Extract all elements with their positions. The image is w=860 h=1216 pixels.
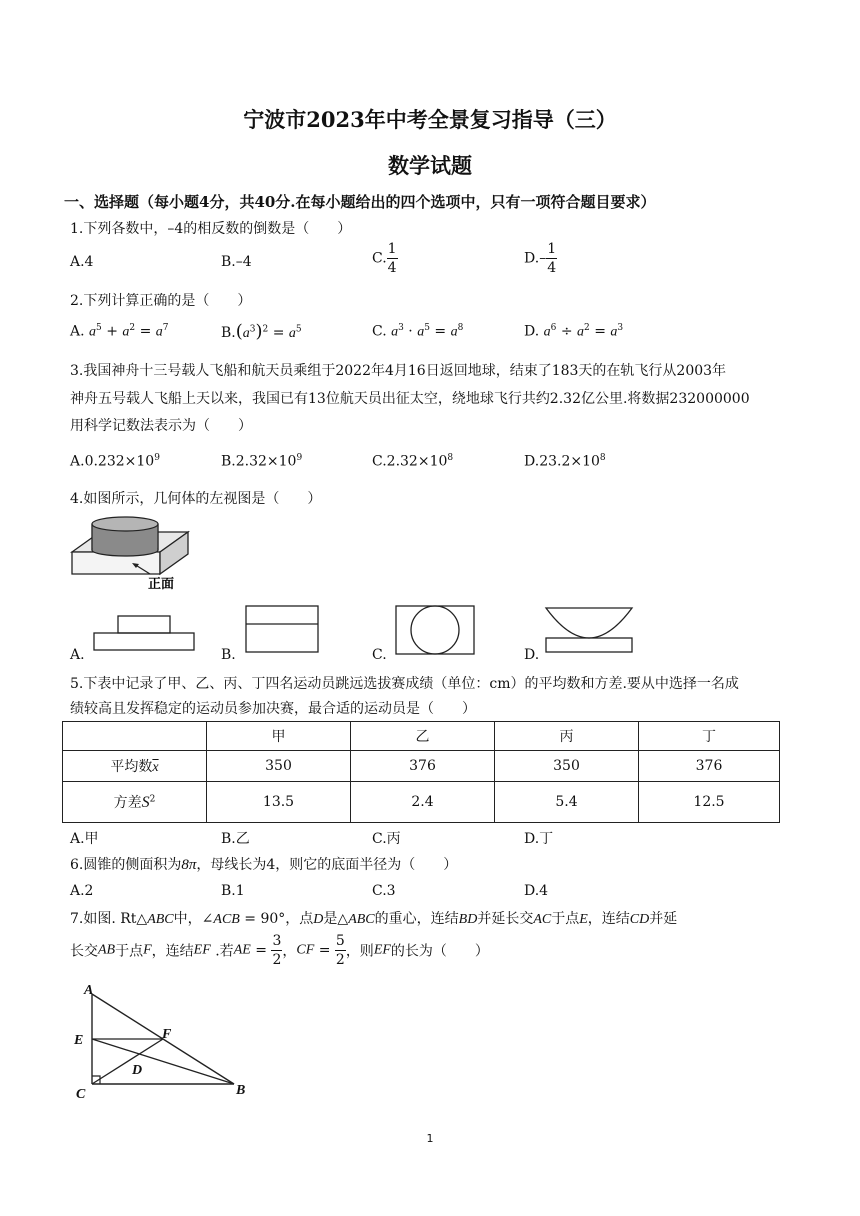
q1-option-c: C. $\frac{1}{4}$ <box>372 241 397 276</box>
q6-option-c: C.3 <box>372 883 396 899</box>
question-3-line-1: 3.我国神舟十三号载人飞船和航天员乘组于2022年4月16日返回地球，结束了183天的在轨飞行从2003年 <box>70 363 727 379</box>
q4-option-d-figure <box>542 604 638 656</box>
q6-option-a: A.2 <box>70 883 94 899</box>
table-cell: 13.5 <box>207 782 351 823</box>
table-header-jia: 甲 <box>207 722 351 751</box>
q2-option-c: C. $a^3 \cdot a^5 = a^8$ <box>372 323 464 340</box>
q4-option-c: C. <box>372 647 387 663</box>
table-row <box>63 782 780 823</box>
q6-option-b: B.1 <box>221 883 245 899</box>
question-3-line-3: 用科学记数法表示为（ ） <box>70 418 252 434</box>
row-label-variance: 方差$S^2$ <box>63 782 207 823</box>
table-cell: 376 <box>351 751 495 782</box>
q3-option-b: $B.2.32\times 10^9$ <box>221 453 303 470</box>
q4-option-b-figure <box>243 604 323 656</box>
q5-option-a: A.甲 <box>70 831 99 847</box>
question-2-stem: 2.下列计算正确的是（ ） <box>70 293 252 309</box>
question-4-stem: 4.如图所示，几何体的左视图是（ ） <box>70 491 322 507</box>
q1-option-a: A.4 <box>70 254 94 270</box>
question-5-line-1: 5.下表中记录了甲、乙、丙、丁四名运动员跳远选拔赛成绩（单位：cm）的平均数和方差.要从中选择一名成 <box>70 676 739 692</box>
label-b: B <box>236 1083 246 1098</box>
label-f: F <box>162 1027 172 1042</box>
table-header-ding: 丁 <box>639 722 780 751</box>
label-d: D <box>132 1063 143 1078</box>
q4-option-b: B. <box>221 647 236 663</box>
page-subtitle: 数学试题 <box>388 153 472 178</box>
table-header-empty <box>63 722 207 751</box>
score-table <box>62 721 780 823</box>
q4-option-a: A. <box>70 647 85 663</box>
q5-option-c: C.丙 <box>372 831 401 847</box>
table-cell: 2.4 <box>351 782 495 823</box>
section-heading: 一、选择题（每小题4分，共40分.在每小题给出的四个选项中，只有一项符合题目要求） <box>64 193 656 211</box>
label-e: E <box>74 1033 84 1048</box>
q6-option-d: D.4 <box>524 883 549 899</box>
solid-figure <box>68 512 198 592</box>
question-7-line-2: 长交AB于点F，连结EF .若AE = $\frac{3}{2}$ ，CF = $\frac{5}{2}$ ，则EF的长为（ ） <box>70 933 489 968</box>
table-cell: 5.4 <box>495 782 639 823</box>
question-3-line-2: 神舟五号载人飞船上天以来，我国已有13位航天员出征太空，绕地球飞行共约2.32亿公里.将数据232000000 <box>70 391 750 407</box>
q5-option-d: D.丁 <box>524 831 554 847</box>
question-1-stem: 1.下列各数中，–4的相反数的倒数是（ ） <box>70 221 352 237</box>
q4-option-c-figure <box>394 604 478 658</box>
table-cell: 12.5 <box>639 782 780 823</box>
table-header-bing: 丙 <box>495 722 639 751</box>
q4-option-d: D. <box>524 647 540 663</box>
q3-option-c: $C.2.32\times 10^8$ <box>372 453 454 470</box>
table-cell: 350 <box>207 751 351 782</box>
q3-option-a: $A.0.232\times 10^9$ <box>70 453 160 470</box>
q4-option-a-figure <box>92 612 196 654</box>
label-c: C <box>76 1087 86 1102</box>
q3-option-d: $D.23.2\times 10^8$ <box>524 453 606 470</box>
table-cell: 376 <box>639 751 780 782</box>
triangle-figure <box>66 982 256 1106</box>
row-label-mean: 平均数$\overline{x}$ <box>63 751 207 782</box>
question-6-stem: 6.圆锥的侧面积为8π，母线长为4，则它的底面半径为（ ） <box>70 857 458 873</box>
table-row <box>63 751 780 782</box>
q5-option-b: B.乙 <box>221 831 250 847</box>
q2-option-b: $B.(a^3)^2 = a^5$ <box>221 321 302 342</box>
page-title: 宁波市2023年中考全景复习指导（三） <box>243 107 617 132</box>
front-label: 正面 <box>148 577 175 592</box>
page-number: 1 <box>426 1132 434 1145</box>
question-7-line-1: 7.如图. Rt△ABC中，∠ACB = 90°，点D是△ABC的重心，连结BD并延长交AC于点E，连结CD并延 <box>70 911 678 927</box>
q2-option-d: D. $a^6 \div a^2 = a^3$ <box>524 323 624 340</box>
label-a: A <box>84 983 94 998</box>
table-cell: 350 <box>495 751 639 782</box>
q2-option-a: A. $a^5 + a^2 = a^7$ <box>70 323 169 340</box>
table-header-yi: 乙 <box>351 722 495 751</box>
question-5-line-2: 绩较高且发挥稳定的运动员参加决赛，最合适的运动员是（ ） <box>70 701 476 717</box>
q1-option-d: D.– $\frac{1}{4}$ <box>524 241 557 276</box>
q1-option-b: B.–4 <box>221 254 252 270</box>
